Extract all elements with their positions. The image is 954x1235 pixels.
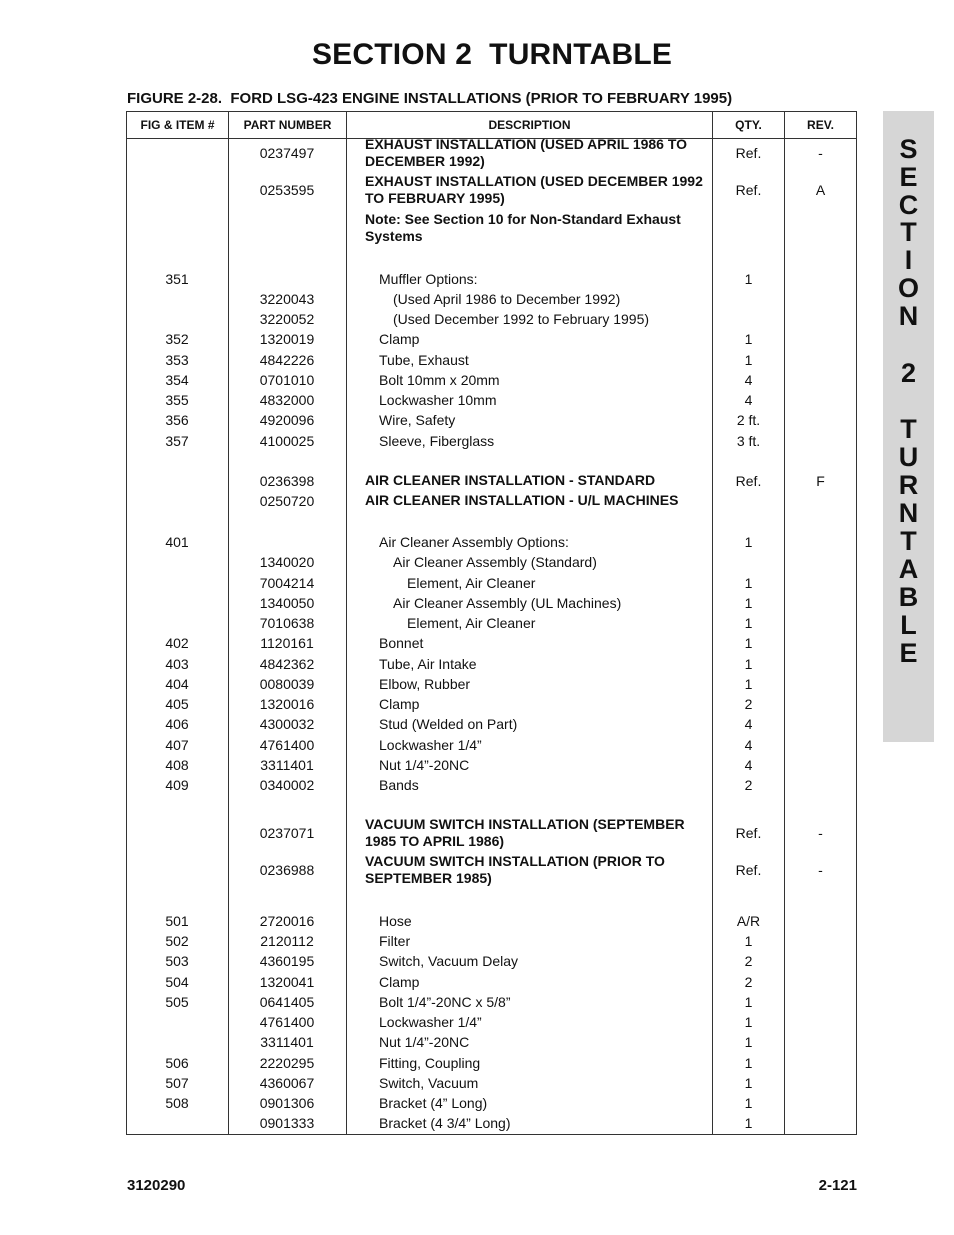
part-number-cell: 1320041 [259,974,315,990]
doc-number: 3120290 [127,1177,186,1194]
table-row [127,932,856,950]
qty-cell: 4 [744,372,753,388]
fig-item-cell: 405 [165,696,189,712]
qty-cell: 2 [744,953,753,969]
description-cell: Clamp [379,331,420,347]
qty-cell: 2 ft. [736,412,761,428]
fig-item-cell: 504 [165,974,189,990]
tab-letter: E [899,638,918,668]
qty-cell: 1 [744,352,753,368]
tab-letter: N [898,498,919,528]
part-number-cell: 1320016 [259,696,315,712]
part-number-cell: 4842362 [259,656,315,672]
qty-cell: 1 [744,595,753,611]
table-row [127,351,856,369]
tab-letter: O [897,273,919,303]
description-cell: Lockwasher 10mm [379,392,497,408]
table-row [127,594,856,612]
description-cell: Switch, Vacuum [379,1075,479,1091]
table-row [127,371,856,389]
qty-cell: 4 [744,757,753,773]
part-number-cell: 0340002 [259,777,315,793]
qty-cell: 1 [744,1034,753,1050]
header-qty: QTY. [735,118,762,132]
description-cell: Muffler Options: [379,271,478,287]
tab-letter: T [900,526,917,556]
fig-item-cell: 503 [165,953,189,969]
fig-item-cell: 507 [165,1075,189,1091]
tab-letter: U [898,442,919,472]
fig-item-cell: 406 [165,716,189,732]
description-cell: (Used December 1992 to February 1995) [393,311,650,327]
tab-letter: T [900,217,917,247]
table-row [127,290,856,308]
tab-letter: T [900,414,917,444]
part-number-cell: 3220052 [259,311,315,327]
fig-item-cell: 501 [165,913,189,929]
table-row [127,853,856,887]
part-number-cell: 0237497 [259,145,315,161]
rev-cell: - [818,862,823,878]
fig-item-cell: 355 [165,392,189,408]
description-cell: Air Cleaner Assembly Options: [379,534,569,550]
table-row [127,675,856,693]
tab-letter: N [898,301,919,331]
table-row [127,1074,856,1092]
part-number-cell: 1120161 [260,635,314,651]
qty-cell: 1 [744,994,753,1010]
qty-cell: 1 [744,933,753,949]
part-number-cell: 7010638 [259,615,315,631]
part-number-cell: 4761400 [259,737,315,753]
table-row [127,211,856,245]
qty-cell: 1 [744,615,753,631]
table-row [127,952,856,970]
part-number-cell: 0080039 [259,676,315,692]
qty-cell: A/R [736,913,761,929]
description-cell: Air Cleaner Assembly (UL Machines) [393,595,622,611]
tab-letter: C [898,190,919,220]
part-number-cell: 0701010 [259,372,315,388]
table-row [127,173,856,207]
fig-item-cell: 356 [165,412,189,428]
description-cell: VACUUM SWITCH INSTALLATION (SEPTEMBER 1985 TO APRIL 1986) [365,816,685,849]
table-row [127,553,856,571]
header-rev: REV. [807,118,834,132]
qty-cell: Ref. [735,473,762,489]
part-number-cell: 2120112 [260,933,314,949]
fig-item-cell: 351 [165,271,189,287]
qty-cell: 4 [744,737,753,753]
description-cell: Lockwasher 1/4” [379,737,482,753]
part-number-cell: 2720016 [259,913,315,929]
qty-cell: 1 [744,635,753,651]
description-cell: VACUUM SWITCH INSTALLATION (PRIOR TO SEPTEMBER 1985) [365,853,665,886]
header-fig: FIG & ITEM # [140,118,215,132]
description-cell: (Used April 1986 to December 1992) [393,291,621,307]
part-number-cell: 0236988 [259,862,315,878]
part-number-cell: 2220295 [259,1055,315,1071]
table-row [127,1114,856,1132]
page-number: 2-121 [818,1177,857,1194]
tab-letter: R [898,470,919,500]
fig-item-cell: 505 [165,994,189,1010]
description-cell: Wire, Safety [379,412,456,428]
part-number-cell: 4360067 [259,1075,315,1091]
table-row [127,310,856,328]
qty-cell: 1 [744,676,753,692]
description-cell: Bracket (4 3/4” Long) [379,1115,511,1131]
part-number-cell: 4832000 [259,392,315,408]
table-row [127,756,856,774]
qty-cell: 2 [744,696,753,712]
qty-cell: 1 [744,534,753,550]
qty-cell: 4 [744,716,753,732]
table-row [127,736,856,754]
description-cell: AIR CLEANER INSTALLATION - STANDARD [365,472,656,488]
description-cell: AIR CLEANER INSTALLATION - U/L MACHINES [365,492,679,508]
rev-cell: - [818,825,823,841]
table-row [127,472,856,490]
qty-cell: 2 [744,974,753,990]
table-row [127,330,856,348]
qty-cell: 1 [744,656,753,672]
table-row [127,1094,856,1112]
rev-cell: A [815,182,826,198]
description-cell: Filter [379,933,411,949]
part-number-cell: 4920096 [259,412,315,428]
qty-cell: 2 [744,777,753,793]
part-number-cell: 0641405 [259,994,315,1010]
part-number-cell: 4100025 [259,433,315,449]
description-cell: Sleeve, Fiberglass [379,433,495,449]
part-number-cell: 7004214 [259,575,315,591]
rev-cell: F [816,473,825,489]
part-number-cell: 0901306 [259,1095,315,1111]
fig-item-cell: 354 [165,372,189,388]
part-number-cell: 0236398 [259,473,315,489]
qty-cell: 1 [744,1075,753,1091]
section-title: SECTION 2 TURNTABLE [311,38,673,71]
qty-cell: 1 [744,1095,753,1111]
description-cell: Air Cleaner Assembly (Standard) [393,554,597,570]
description-cell: Element, Air Cleaner [407,575,536,591]
description-cell: Switch, Vacuum Delay [379,953,519,969]
qty-cell: 1 [744,1014,753,1030]
fig-item-cell: 402 [165,635,189,651]
part-number-cell: 0901333 [259,1115,315,1131]
description-cell: Lockwasher 1/4” [379,1014,482,1030]
table-row [127,973,856,991]
table-row [127,1054,856,1072]
table-row [127,614,856,632]
part-number-cell: 4300032 [259,716,315,732]
parts-table [126,111,857,1135]
part-number-cell: 1320019 [259,331,315,347]
header-description: DESCRIPTION [488,118,571,132]
table-row [127,695,856,713]
description-cell: EXHAUST INSTALLATION (USED DECEMBER 1992 TO FEBRUARY 1995) [365,173,703,206]
table-row [127,993,856,1011]
rev-cell: - [818,145,823,161]
description-cell: Nut 1/4”-20NC [379,1034,470,1050]
fig-item-cell: 352 [165,331,189,347]
fig-item-cell: 403 [165,656,189,672]
description-cell: Bracket (4” Long) [379,1095,488,1111]
description-cell: Hose [379,913,412,929]
qty-cell: Ref. [735,145,762,161]
description-cell: Stud (Welded on Part) [379,716,518,732]
description-cell: Nut 1/4”-20NC [379,757,470,773]
fig-item-cell: 502 [165,933,189,949]
description-cell: Note: See Section 10 for Non-Standard Exhaust Systems [365,211,681,244]
part-number-cell: 3311401 [260,1034,314,1050]
header-part-number: PART NUMBER [243,118,332,132]
description-cell: Clamp [379,696,420,712]
table-row [127,533,856,551]
table-row [127,1033,856,1051]
part-number-cell: 4842226 [259,352,315,368]
table-row [127,136,856,170]
qty-cell: Ref. [735,182,762,198]
description-cell: Bolt 1/4”-20NC x 5/8” [379,994,511,1010]
description-cell: Bonnet [379,635,424,651]
fig-item-cell: 401 [165,534,189,550]
part-number-cell: 4360195 [259,953,315,969]
tab-letter: E [899,162,918,192]
qty-cell: 1 [744,331,753,347]
section-tab [883,111,934,742]
qty-cell: 1 [744,1055,753,1071]
description-cell: Elbow, Rubber [379,676,471,692]
description-cell: Bands [379,777,419,793]
qty-cell: 3 ft. [736,433,761,449]
table-row [127,776,856,794]
part-number-cell: 1340020 [259,554,315,570]
table-row [127,1013,856,1031]
fig-item-cell: 404 [165,676,189,692]
table-row [127,270,856,288]
part-number-cell: 3220043 [259,291,315,307]
tab-letter: S [899,134,918,164]
table-row [127,391,856,409]
tab-letter: I [904,245,913,275]
tab-letter: 2 [900,358,917,388]
qty-cell: 1 [744,271,753,287]
table-row [127,816,856,850]
fig-item-cell: 357 [165,433,189,449]
part-number-cell: 0253595 [259,182,315,198]
part-number-cell: 3311401 [260,757,314,773]
part-number-cell: 0237071 [259,825,315,841]
table-row [127,411,856,429]
part-number-cell: 4761400 [259,1014,315,1030]
qty-cell: Ref. [735,825,762,841]
table-row [127,432,856,450]
description-cell: Tube, Air Intake [379,656,477,672]
table-row [127,492,856,510]
table-row [127,574,856,592]
part-number-cell: 1340050 [259,595,315,611]
tab-letter: L [900,610,917,640]
tab-letter: B [898,582,919,612]
fig-item-cell: 508 [165,1095,189,1111]
qty-cell: Ref. [735,862,762,878]
fig-item-cell: 353 [165,352,189,368]
qty-cell: 1 [744,575,753,591]
tab-letter: A [898,554,919,584]
figure-title: FIGURE 2-28. FORD LSG-423 ENGINE INSTALLATIONS (PRIOR TO FEBRUARY 1995) [127,90,733,107]
description-cell: Tube, Exhaust [379,352,469,368]
table-row [127,634,856,652]
fig-item-cell: 408 [165,757,189,773]
fig-item-cell: 407 [165,737,189,753]
description-cell: Element, Air Cleaner [407,615,536,631]
table-row [127,655,856,673]
description-cell: Bolt 10mm x 20mm [379,372,500,388]
fig-item-cell: 409 [165,777,189,793]
table-row [127,715,856,733]
qty-cell: 1 [744,1115,753,1131]
table-row [127,912,856,930]
description-cell: Clamp [379,974,420,990]
description-cell: Fitting, Coupling [379,1055,481,1071]
part-number-cell: 0250720 [259,493,315,509]
description-cell: EXHAUST INSTALLATION (USED APRIL 1986 TO DECEMBER 1992) [365,136,688,169]
qty-cell: 4 [744,392,753,408]
fig-item-cell: 506 [165,1055,189,1071]
